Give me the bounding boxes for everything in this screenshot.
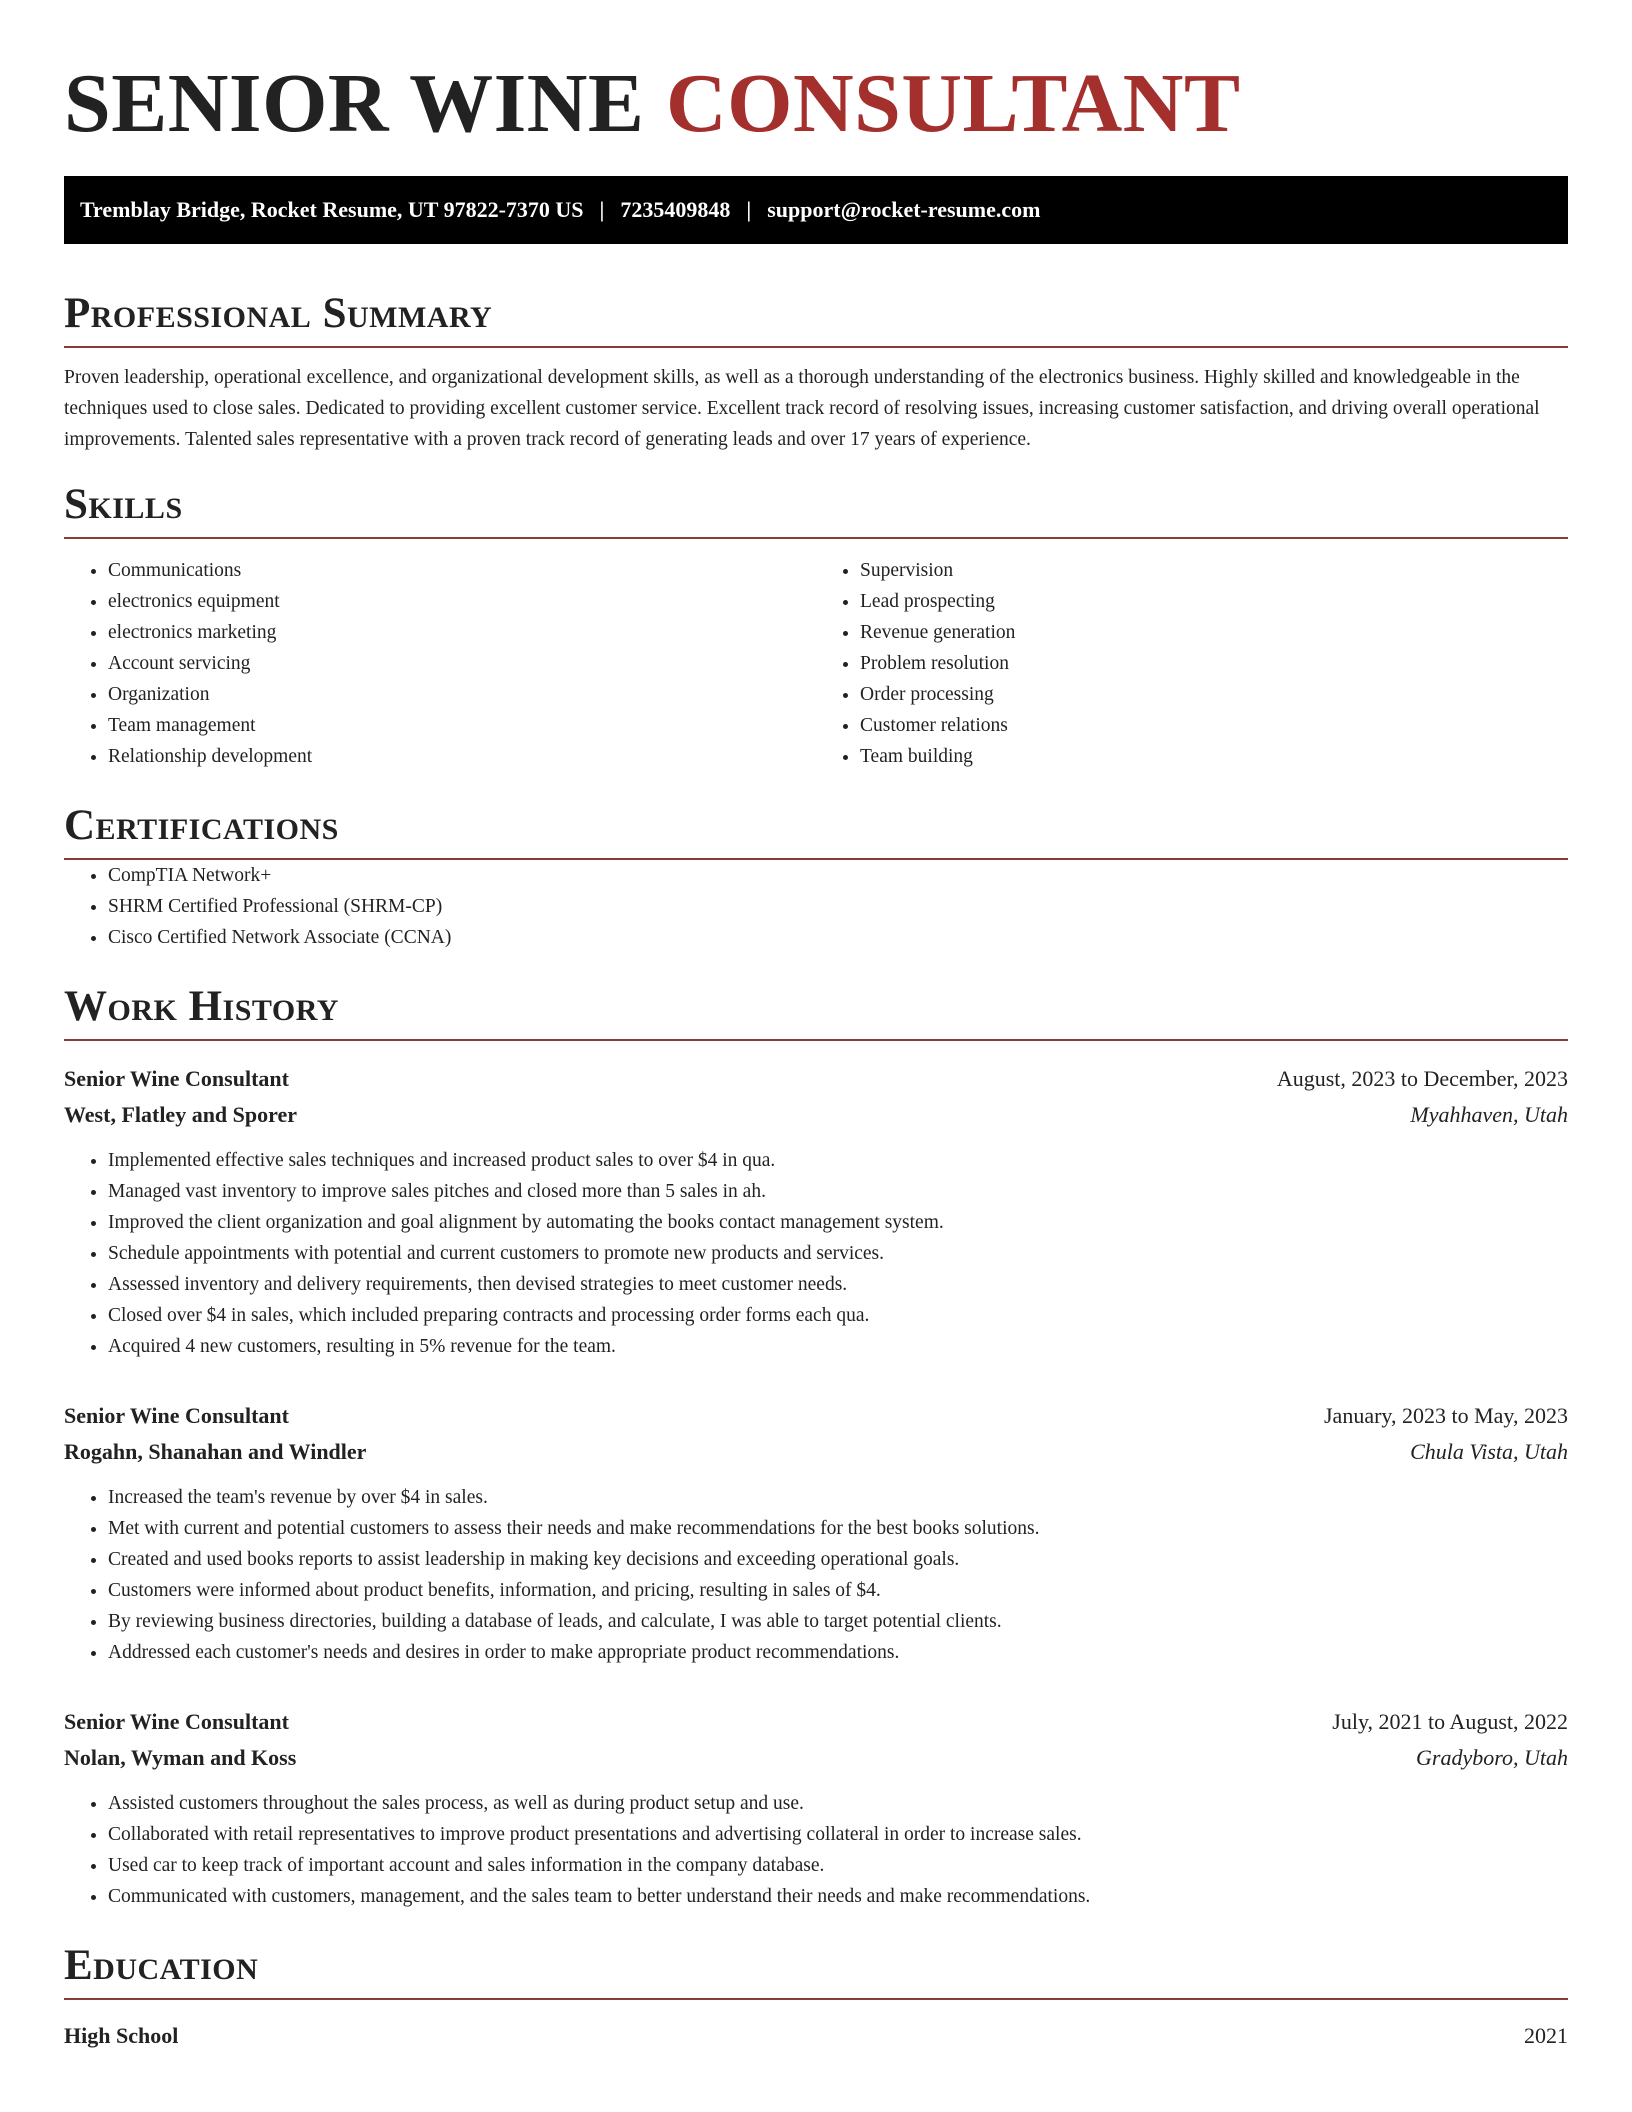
job-bullet: • Assessed inventory and delivery requirements, then devised strategies to meet customer needs. [108, 1269, 1568, 1300]
skill-item: • Team management [108, 710, 816, 741]
education-degree: High School [64, 2023, 179, 2048]
job-bullet: • By reviewing business directories, building a database of leads, and calculate, I was able to target potential clients. [108, 1606, 1568, 1637]
job-bullet: • Acquired 4 new customers, resulting in 5% revenue for the team. [108, 1331, 1568, 1362]
work-history-section [64, 979, 1568, 1912]
skill-item: • Team building [860, 741, 1568, 772]
certifications-section [64, 798, 1568, 953]
job-bullet: • Communicated with customers, management, and the sales team to better understand their needs and make recommendations. [108, 1881, 1568, 1912]
job-bullets [64, 1788, 1568, 1912]
name-last: CONSULTANT [665, 57, 1241, 150]
certification-item: • CompTIA Network+ [108, 860, 1568, 891]
contact-address: Tremblay Bridge, Rocket Resume, UT 97822-7370 US [80, 197, 584, 222]
job-entry [64, 1704, 1568, 1912]
job-bullet: • Used car to keep track of important account and sales information in the company database. [108, 1850, 1568, 1881]
job-bullet: • Met with current and potential customers to assess their needs and make recommendations for the best books solutions. [108, 1513, 1568, 1544]
job-entry [64, 1061, 1568, 1362]
education-section [64, 1938, 1568, 2054]
job-dates: August, 2023 to December, 2023 [1276, 1066, 1568, 1091]
certification-item: • Cisco Certified Network Associate (CCNA) [108, 922, 1568, 953]
job-dates: January, 2023 to May, 2023 [1324, 1403, 1568, 1428]
skill-item: • Supervision [860, 555, 1568, 586]
job-bullet: • Collaborated with retail representatives to improve product presentations and advertising collateral in order to increase sales. [108, 1819, 1568, 1850]
section-title-certifications: Certifications [64, 798, 1568, 860]
section-title-summary: Professional Summary [64, 286, 1568, 348]
job-title-row [64, 1061, 1568, 1097]
job-bullet: • Improved the client organization and goal alignment by automating the books contact management system. [108, 1207, 1568, 1238]
resume-name [64, 54, 1568, 154]
job-company: Nolan, Wyman and Koss [64, 1745, 297, 1770]
job-company-row [64, 1097, 1568, 1133]
skills-grid [64, 555, 1568, 772]
summary-text: Proven leadership, operational excellence, and organizational development skills, as well as a thorough understanding of the electronics business. Highly skilled and knowledgeable in the techniques used to close sales. Dedicated to providing excellent customer service. Excellent track record of resolving issues, increasing customer satisfaction, and driving overall operational improvements. Talented sales representative with a proven track record of generating leads and over 17 years of experience. [64, 367, 1540, 450]
job-bullet: • Managed vast inventory to improve sales pitches and closed more than 5 sales in ah. [108, 1176, 1568, 1207]
skills-list-right [816, 555, 1568, 772]
job-position: Senior Wine Consultant [64, 1403, 289, 1428]
job-bullet: • Schedule appointments with potential and current customers to promote new products and services. [108, 1238, 1568, 1269]
job-dates: July, 2021 to August, 2022 [1332, 1709, 1568, 1734]
certification-item: • SHRM Certified Professional (SHRM-CP) [108, 891, 1568, 922]
job-company: Rogahn, Shanahan and Windler [64, 1439, 367, 1464]
section-title-work-history: Work History [64, 979, 1568, 1041]
job-bullets [64, 1145, 1568, 1362]
job-title-row [64, 1704, 1568, 1740]
job-bullet: • Addressed each customer's needs and desires in order to make appropriate product recommendations. [108, 1637, 1568, 1668]
job-location: Chula Vista, Utah [1410, 1439, 1568, 1464]
contact-email: support@rocket-resume.com [767, 197, 1041, 222]
skill-item: • Problem resolution [860, 648, 1568, 679]
skills-list-left [64, 555, 816, 772]
job-location: Gradyboro, Utah [1416, 1745, 1568, 1770]
job-bullet: • Increased the team's revenue by over $4 in sales. [108, 1482, 1568, 1513]
job-entry [64, 1398, 1568, 1668]
skill-item: • Account servicing [108, 648, 816, 679]
skills-section [64, 477, 1568, 772]
job-bullet: • Closed over $4 in sales, which included preparing contracts and processing order forms each qua. [108, 1300, 1568, 1331]
job-bullet: • Customers were informed about product benefits, information, and pricing, resulting in sales of $4. [108, 1575, 1568, 1606]
skill-item: • Lead prospecting [860, 586, 1568, 617]
section-title-education: Education [64, 1938, 1568, 2000]
section-title-skills: Skills [64, 477, 1568, 539]
skill-item: • electronics marketing [108, 617, 816, 648]
job-bullet: • Assisted customers throughout the sales process, as well as during product setup and use. [108, 1788, 1568, 1819]
contact-separator: | [746, 197, 752, 222]
job-company: West, Flatley and Sporer [64, 1102, 298, 1127]
job-position: Senior Wine Consultant [64, 1066, 289, 1091]
skill-item: • Customer relations [860, 710, 1568, 741]
summary-section [64, 286, 1568, 455]
resume-content [64, 54, 1568, 2054]
certifications-list [64, 860, 1568, 953]
skill-item: • Organization [108, 679, 816, 710]
contact-phone: 7235409848 [620, 197, 731, 222]
skill-item: • Communications [108, 555, 816, 586]
job-position: Senior Wine Consultant [64, 1709, 289, 1734]
skill-item: • Revenue generation [860, 617, 1568, 648]
education-year: 2021 [1524, 2023, 1568, 2048]
job-location: Myahhaven, Utah [1410, 1102, 1568, 1127]
job-bullet: • Implemented effective sales techniques and increased product sales to over $4 in qua. [108, 1145, 1568, 1176]
job-bullet: • Created and used books reports to assist leadership in making key decisions and exceeding operational goals. [108, 1544, 1568, 1575]
skill-item: • Relationship development [108, 741, 816, 772]
skill-item: • electronics equipment [108, 586, 816, 617]
job-bullets [64, 1482, 1568, 1668]
job-title-row [64, 1398, 1568, 1434]
education-row [64, 2018, 1568, 2054]
name-first: SENIOR WINE [64, 57, 645, 150]
job-company-row [64, 1434, 1568, 1470]
contact-separator: | [599, 197, 605, 222]
skill-item: • Order processing [860, 679, 1568, 710]
contact-bar [64, 176, 1568, 244]
job-company-row [64, 1740, 1568, 1776]
